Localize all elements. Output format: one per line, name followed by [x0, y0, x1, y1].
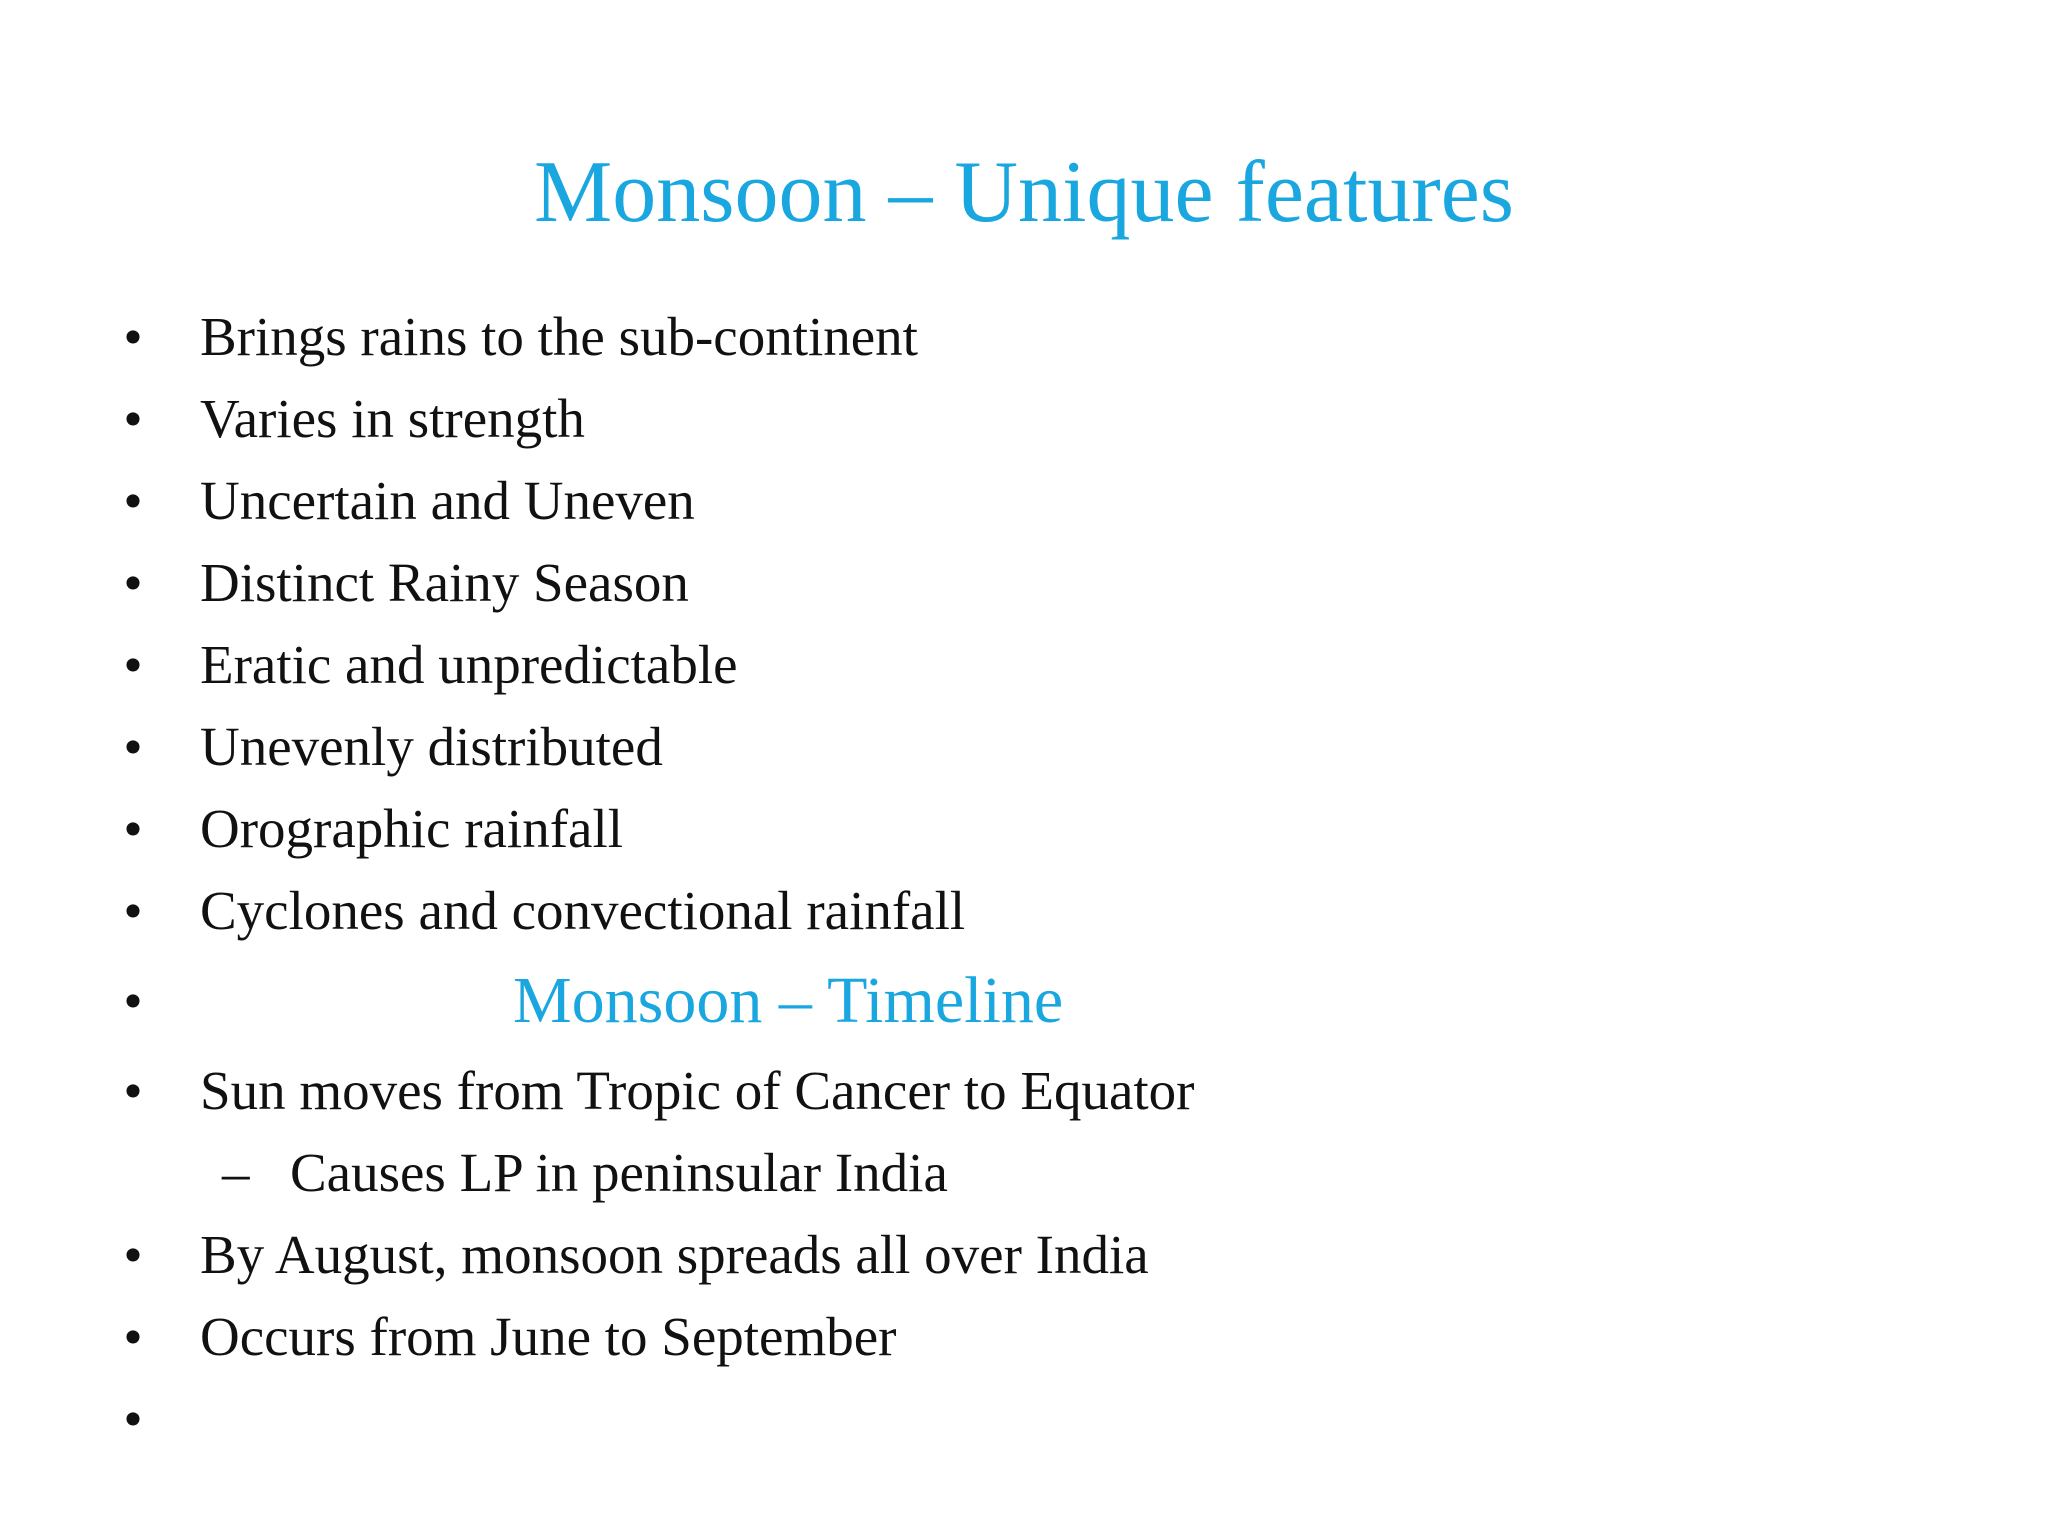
bullet-marker: • — [123, 970, 143, 1031]
bullet-marker: • — [123, 306, 143, 367]
bullet-text: Eratic and unpredictable — [200, 634, 738, 695]
bullet-marker: • — [123, 1306, 143, 1367]
bullet-text: Sun moves from Tropic of Cancer to Equator — [200, 1060, 1195, 1121]
bullet-item — [0, 1050, 2048, 1132]
sub-bullet-text: Causes LP in peninsular India — [290, 1142, 948, 1203]
bullet-marker: • — [123, 798, 143, 859]
bullet-item — [0, 1214, 2048, 1296]
bullet-item — [0, 706, 2048, 788]
bullet-marker: • — [123, 1224, 143, 1285]
bullet-text: Orographic rainfall — [200, 798, 624, 859]
bullet-item — [0, 542, 2048, 624]
bullet-text: Brings rains to the sub-continent — [200, 306, 918, 367]
bullet-text: Varies in strength — [200, 388, 585, 449]
bullet-text: Uncertain and Uneven — [200, 470, 695, 531]
bullet-text: By August, monsoon spreads all over India — [200, 1224, 1149, 1285]
bullet-marker: • — [123, 1060, 143, 1121]
timeline-heading: Monsoon – Timeline — [513, 964, 1064, 1037]
bullet-marker: • — [123, 470, 143, 531]
bullet-item — [0, 870, 2048, 952]
bullet-item — [0, 378, 2048, 460]
bullet-item-empty — [0, 1378, 2048, 1460]
bullet-item — [0, 624, 2048, 706]
bullet-marker: • — [123, 552, 143, 613]
bullet-item — [0, 460, 2048, 542]
bullet-item — [0, 296, 2048, 378]
bullet-marker: • — [123, 388, 143, 449]
bullet-item — [0, 788, 2048, 870]
bullet-text: Occurs from June to September — [200, 1306, 897, 1367]
bullet-marker: • — [123, 1388, 143, 1449]
sub-bullet-marker: – — [222, 1142, 250, 1203]
sub-bullet-item — [0, 1132, 2048, 1214]
bullet-marker: • — [123, 716, 143, 777]
slide-title: Monsoon – Unique features — [533, 144, 1515, 241]
bullet-item-subheading — [0, 960, 2048, 1042]
bullet-marker: • — [123, 880, 143, 941]
bullet-text: Unevenly distributed — [200, 716, 663, 777]
bullet-marker: • — [123, 634, 143, 695]
bullet-item — [0, 1296, 2048, 1378]
bullet-text: Distinct Rainy Season — [200, 552, 689, 613]
bullet-text: Cyclones and convectional rainfall — [200, 880, 966, 941]
